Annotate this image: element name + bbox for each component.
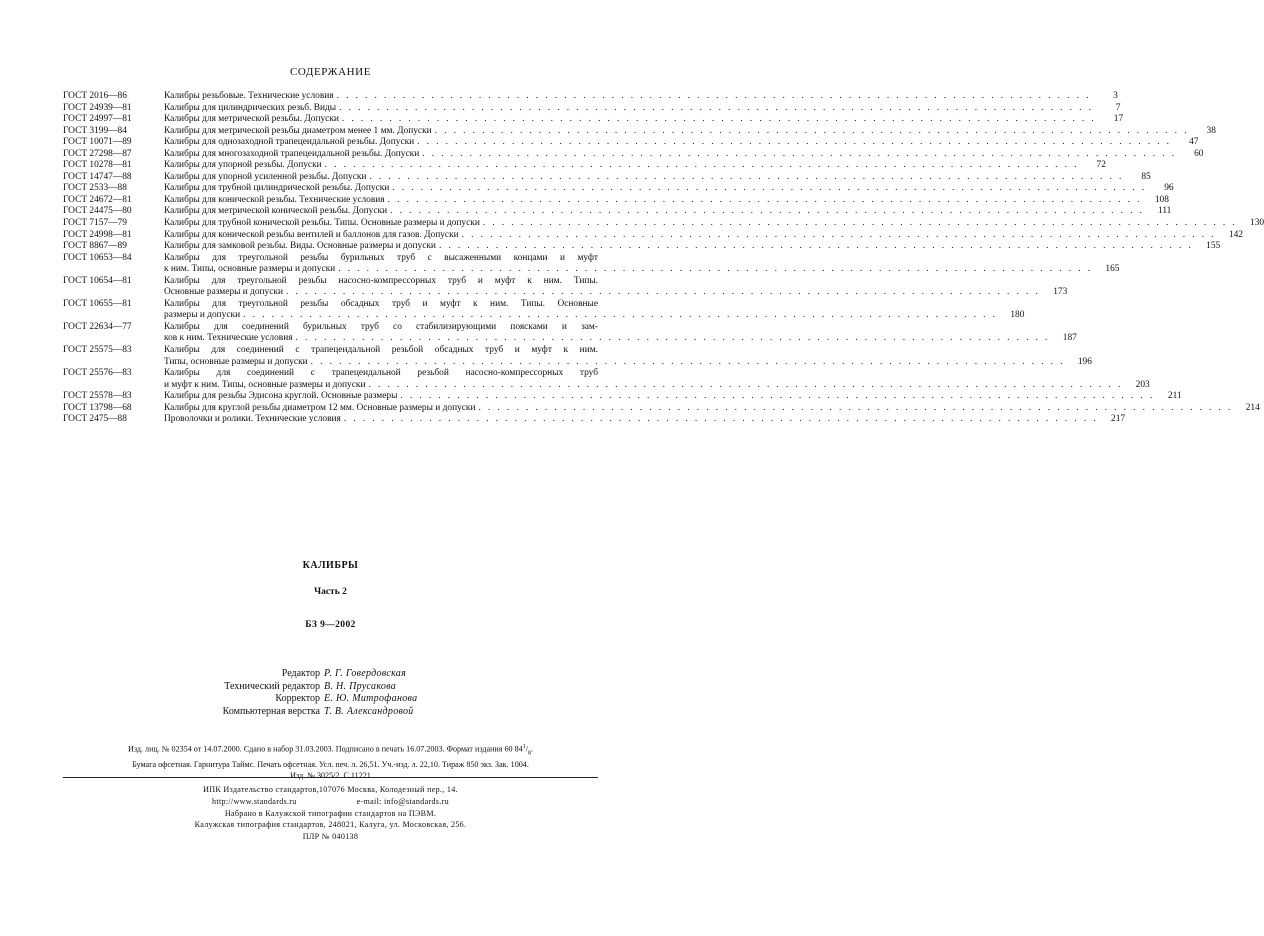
toc-title-line: Типы, основные размеры и допуски <box>164 356 308 367</box>
toc-entry <box>63 160 1106 172</box>
credit-line <box>0 706 661 719</box>
toc-entry <box>63 241 1221 253</box>
toc-page-number: 3 <box>1113 91 1118 101</box>
plr-number: ПЛР № 040138 <box>302 832 359 842</box>
toc-title-line: Калибры для однозаходной трапецеидальной резьбы. Допуски <box>164 137 415 148</box>
toc-standard-code: ГОСТ 24997—81 <box>63 114 132 125</box>
toc-standard-code: ГОСТ 13798—68 <box>63 402 132 413</box>
toc-standard-code: ГОСТ 2475—88 <box>63 414 127 425</box>
toc-entry <box>63 391 1182 403</box>
toc-standard-code: ГОСТ 3199—84 <box>63 125 127 136</box>
toc-standard-code: ГОСТ 10071—89 <box>63 137 132 148</box>
toc-title-line: Калибры для упорной усиленной резьбы. Допуски <box>164 171 367 182</box>
toc-page-number: 108 <box>1154 194 1169 205</box>
toc-entry <box>63 206 1172 218</box>
leader-dots: . . . . . . . . . . . . . . . . . . . . . . . . . . . . . . . . . . . . . . . . . . . . . . . . . . . . . . . . . . . . . . . . . . . . . . . . . . . . . . . . <box>285 287 1041 298</box>
toc-standard-code: ГОСТ 24939—81 <box>63 102 132 113</box>
leader-dots: . . . . . . . . . . . . . . . . . . . . . . . . . . . . . . . . . . . . . . . . . . . . . . . . . . . . . . . . . . . . . . . . . . . . . . . . . . . . . . . . <box>339 102 1094 113</box>
toc-title-line: Калибры для упорной резьбы. Допуски <box>164 160 322 171</box>
toc-title-line: размеры и допуски <box>164 310 241 321</box>
toc-title-line: Калибры для соединений с трапецеидальной резьбой обсадных труб и муфт к ним. <box>164 345 598 356</box>
leader-dots: . . . . . . . . . . . . . . . . . . . . . . . . . . . . . . . . . . . . . . . . . . . . . . . . . . . . . . . . . . . . . . . . . . . . . . . . . . . . . . . . <box>400 391 1155 402</box>
leader-dots: . . . . . . . . . . . . . . . . . . . . . . . . . . . . . . . . . . . . . . . . . . . . . . . . . . . . . . . . . . . . . . . . . . . . . . . . . . . . . . . . <box>324 160 1079 171</box>
toc-page-number: 17 <box>1113 114 1124 125</box>
leader-dots: . . . . . . . . . . . . . . . . . . . . . . . . . . . . . . . . . . . . . . . . . . . . . . . . . . . . . . . . . . . . . . . . . . . . . . . . . . . . . . . . <box>387 194 1142 205</box>
leader-dots: . . . . . . . . . . . . . . . . . . . . . . . . . . . . . . . . . . . . . . . . . . . . . . . . . . . . . . . . . . . . . . . . . . . . . . . . . . . . . . . . <box>417 137 1172 148</box>
toc-standard-code: ГОСТ 24998—81 <box>63 229 132 240</box>
toc-entry <box>63 414 1126 426</box>
toc-page-number: 155 <box>1206 241 1221 252</box>
publisher-website: http://www.standards.ru <box>212 796 297 806</box>
toc-title-line: Калибры для треугольной резьбы обсадных труб и муфт к ним. Типы. Основные <box>164 298 598 309</box>
toc-title-line: Калибры для цилиндрических резьб. Виды <box>164 102 337 113</box>
publisher-email: e-mail: info@standards.ru <box>356 796 449 806</box>
toc-entry <box>63 171 1151 184</box>
credit-name: Т. В. Александровой <box>324 705 414 717</box>
leader-dots: . . . . . . . . . . . . . . . . . . . . . . . . . . . . . . . . . . . . . . . . . . . . . . . . . . . . . . . . . . . . . . . . . . . . . . . . . . . . . . . . <box>434 125 1189 136</box>
toc-title-line: Калибры для соединений бурильных труб со стабилизирующими поясками и зам- <box>164 321 598 332</box>
toc-title-line: Калибры для треугольной резьбы насосно-компрессорных труб и муфт к ним. Типы. <box>164 275 598 286</box>
toc-entry <box>63 194 1169 207</box>
toc-page-number: 7 <box>1115 102 1121 113</box>
credit-role: Корректор <box>275 693 320 704</box>
leader-dots: . . . . . . . . . . . . . . . . . . . . . . . . . . . . . . . . . . . . . . . . . . . . . . . . . . . . . . . . . . . . . . . . . . . . . . . . . . . . . . . . <box>461 229 1216 240</box>
toc-entry <box>63 229 1243 242</box>
credit-line <box>0 693 661 706</box>
leader-dots: . . . . . . . . . . . . . . . . . . . . . . . . . . . . . . . . . . . . . . . . . . . . . . . . . . . . . . . . . . . . . . . . . . . . . . . . . . . . . . . . <box>369 171 1124 182</box>
leader-dots: . . . . . . . . . . . . . . . . . . . . . . . . . . . . . . . . . . . . . . . . . . . . . . . . . . . . . . . . . . . . . . . . . . . . . . . . . . . . . . . . <box>341 114 1097 125</box>
toc-page-number: 165 <box>1105 264 1120 275</box>
leader-dots: . . . . . . . . . . . . . . . . . . . . . . . . . . . . . . . . . . . . . . . . . . . . . . . . . . . . . . . . . . . . . . . . . . . . . . . . . . . . . . . . <box>338 264 1093 275</box>
toc-standard-code: ГОСТ 27298—87 <box>63 148 132 159</box>
toc-entry <box>63 368 1150 391</box>
imprint-line-2: Бумага офсетная. Гарнитура Таймс. Печать офсетная. Усл. печ. л. 26,51. Уч.-изд. л. 22,10. Тираж 850 экз. Зак. 1004. <box>132 760 529 770</box>
credit-role: Редактор <box>281 668 320 679</box>
leader-dots: . . . . . . . . . . . . . . . . . . . . . . . . . . . . . . . . . . . . . . . . . . . . . . . . . . . . . . . . . . . . . . . . . . . . . . . . . . . . . . . . <box>295 333 1050 344</box>
toc-entry <box>63 114 1124 126</box>
toc-standard-code: ГОСТ 10655—81 <box>63 298 132 309</box>
toc-title-line: Калибры для многозаходной трапецеидальной резьбы. Допуски <box>164 148 420 159</box>
toc-standard-code: ГОСТ 25578—83 <box>63 391 132 402</box>
toc-page-number: 211 <box>1167 391 1182 402</box>
leader-dots: . . . . . . . . . . . . . . . . . . . . . . . . . . . . . . . . . . . . . . . . . . . . . . . . . . . . . . . . . . . . . . . . . . . . . . . . . . . . . . . . <box>438 241 1194 252</box>
publisher-address: ИПК Издательство стандартов,107076 Москва, Колодезный пер., 14. <box>203 785 458 794</box>
toc-page-number: 60 <box>1194 148 1204 159</box>
toc-entry <box>63 125 1216 138</box>
toc-page-number: 217 <box>1111 414 1126 425</box>
toc-entry <box>63 345 1092 368</box>
toc-standard-code: ГОСТ 2533—88 <box>63 183 127 194</box>
credits-block <box>0 668 661 718</box>
imprint-line-3: Изд. № 3025/2. С 11221 <box>290 771 371 781</box>
toc-entry <box>63 148 1204 161</box>
toc-entry <box>63 402 1260 415</box>
toc-page-number: 72 <box>1096 160 1106 171</box>
toc-title-line: Калибры для резьбы Эдисона круглой. Основные размеры <box>164 391 398 402</box>
toc-standard-code: ГОСТ 25575—83 <box>63 345 132 356</box>
toc-title-line: Проволочки и ролики. Технические условия <box>164 414 341 425</box>
toc-title-line: Калибры для метрической резьбы диаметром менее 1 мм. Допуски <box>164 125 432 136</box>
part-label: Часть 2 <box>314 587 347 597</box>
toc-title-line: Калибры для замковой резьбы. Виды. Основные размеры и допуски <box>164 241 436 252</box>
leader-dots: . . . . . . . . . . . . . . . . . . . . . . . . . . . . . . . . . . . . . . . . . . . . . . . . . . . . . . . . . . . . . . . . . . . . . . . . . . . . . . . . <box>478 402 1233 413</box>
imprint-line-1: Изд. лиц. № 02354 от 14.07.2000. Сдано в набор 31.03.2003. Подписано в печать 16.07.2003. Формат издания 60 $84^1/_8$. <box>127 744 533 757</box>
toc-standard-code: ГОСТ 10654—81 <box>63 275 132 286</box>
leader-dots: . . . . . . . . . . . . . . . . . . . . . . . . . . . . . . . . . . . . . . . . . . . . . . . . . . . . . . . . . . . . . . . . . . . . . . . . . . . . . . . . <box>343 414 1099 425</box>
credit-line <box>0 681 661 694</box>
credit-name: В. Н. Прусакова <box>324 680 397 692</box>
toc-title-line: Калибры для метрической резьбы. Допуски <box>164 114 339 125</box>
leader-dots: . . . . . . . . . . . . . . . . . . . . . . . . . . . . . . . . . . . . . . . . . . . . . . . . . . . . . . . . . . . . . . . . . . . . . . . . . . . . . . . . <box>336 91 1091 101</box>
series-title: КАЛИБРЫ <box>302 560 359 571</box>
toc-standard-code: ГОСТ 24475—80 <box>63 206 132 217</box>
credit-name: Р. Г. Говердовская <box>324 668 407 679</box>
toc-standard-code: ГОСТ 2016—86 <box>63 91 127 101</box>
toc-title-line: ков к ним. Технические условия <box>164 333 293 344</box>
toc-standard-code: ГОСТ 8867—89 <box>63 241 127 252</box>
toc-title-line: Калибры для конической резьбы. Технические условия <box>164 194 385 205</box>
toc-page-number: 187 <box>1062 333 1077 344</box>
toc-title-line: Калибры для конической резьбы вентилей и баллонов для газов. Допуски <box>164 229 459 240</box>
table-of-contents <box>63 91 1264 426</box>
toc-page-number: 180 <box>1010 310 1025 321</box>
imprint-block <box>63 742 598 781</box>
leader-dots: . . . . . . . . . . . . . . . . . . . . . . . . . . . . . . . . . . . . . . . . . . . . . . . . . . . . . . . . . . . . . . . . . . . . . . . . . . . . . . . . <box>310 356 1065 367</box>
toc-title-line: Калибры резьбовые. Технические условия <box>164 91 334 101</box>
bz-label: БЗ 9—2002 <box>305 620 356 630</box>
toc-page-number: 214 <box>1245 402 1260 413</box>
toc-title-line: Калибры для трубной конической резьбы. Типы. Основные размеры и допуски <box>164 218 480 229</box>
leader-dots: . . . . . . . . . . . . . . . . . . . . . . . . . . . . . . . . . . . . . . . . . . . . . . . . . . . . . . . . . . . . . . . . . . . . . . . . . . . . . . . . <box>482 218 1238 229</box>
toc-standard-code: ГОСТ 14747—88 <box>63 171 132 182</box>
publisher-block <box>0 784 661 843</box>
leader-dots: . . . . . . . . . . . . . . . . . . . . . . . . . . . . . . . . . . . . . . . . . . . . . . . . . . . . . . . . . . . . . . . . . . . . . . . . . . . . . . . . <box>368 379 1123 390</box>
toc-entry <box>63 183 1174 195</box>
divider-rule <box>63 777 598 778</box>
toc-standard-code: ГОСТ 25576—83 <box>63 368 132 379</box>
printer-address: Калужская типография стандартов, 248021, Калуга, ул. Московская, 256. <box>194 820 467 830</box>
toc-standard-code: ГОСТ 22634—77 <box>63 321 132 332</box>
toc-entry <box>63 298 1025 322</box>
toc-standard-code: ГОСТ 7157—79 <box>63 218 127 229</box>
leader-dots: . . . . . . . . . . . . . . . . . . . . . . . . . . . . . . . . . . . . . . . . . . . . . . . . . . . . . . . . . . . . . . . . . . . . . . . . . . . . . . . . <box>390 206 1145 217</box>
toc-entry <box>63 252 1120 276</box>
toc-page-number: 96 <box>1164 183 1174 194</box>
toc-title-line: Калибры для круглой резьбы диаметром 12 мм. Основные размеры и допуски <box>164 402 476 413</box>
toc-page-number: 142 <box>1228 229 1243 240</box>
toc-page-number: 203 <box>1135 379 1150 390</box>
toc-page-number: 38 <box>1206 125 1216 136</box>
toc-page-number: 130 <box>1250 218 1264 229</box>
credit-name: Е. Ю. Митрофанова <box>324 693 418 704</box>
toc-entry <box>63 137 1199 149</box>
toc-standard-code: ГОСТ 24672—81 <box>63 194 132 205</box>
toc-entry <box>63 275 1068 299</box>
toc-standard-code: ГОСТ 10653—84 <box>63 252 132 263</box>
credit-role: Компьютерная верстка <box>222 705 320 717</box>
toc-title-line: Калибры для соединений с трапецеидальной резьбой насосно-компрессорных труб <box>164 368 598 379</box>
leader-dots: . . . . . . . . . . . . . . . . . . . . . . . . . . . . . . . . . . . . . . . . . . . . . . . . . . . . . . . . . . . . . . . . . . . . . . . . . . . . . . . . <box>243 310 998 321</box>
toc-title-line: к ним. Типы, основные размеры и допуски <box>164 264 336 275</box>
leader-dots: . . . . . . . . . . . . . . . . . . . . . . . . . . . . . . . . . . . . . . . . . . . . . . . . . . . . . . . . . . . . . . . . . . . . . . . . . . . . . . . . <box>392 183 1147 194</box>
toc-title-line: Калибры для треугольной резьбы бурильных труб с высаженными концами и муфт <box>164 252 598 263</box>
typesetting-note: Набрано в Калужской типографии стандартов на ПЭВМ. <box>224 808 437 818</box>
toc-entry <box>63 321 1077 345</box>
toc-title-line: Калибры для метрической конической резьбы. Допуски <box>164 206 388 217</box>
toc-page-number: 47 <box>1189 137 1199 148</box>
toc-standard-code: ГОСТ 10278—81 <box>63 160 132 171</box>
toc-title-line: и муфт к ним. Типы, основные размеры и допуски <box>164 379 366 390</box>
toc-page-number: 196 <box>1077 356 1092 367</box>
leader-dots: . . . . . . . . . . . . . . . . . . . . . . . . . . . . . . . . . . . . . . . . . . . . . . . . . . . . . . . . . . . . . . . . . . . . . . . . . . . . . . . . <box>422 148 1177 159</box>
toc-page-number: 173 <box>1053 287 1068 298</box>
credit-line <box>0 668 661 681</box>
contents-title: СОДЕРЖАНИЕ <box>289 66 372 78</box>
toc-entry <box>63 102 1121 115</box>
toc-entry <box>63 91 1118 103</box>
toc-page-number: 111 <box>1158 206 1172 217</box>
toc-title-line: Основные размеры и допуски <box>164 287 283 298</box>
toc-entry <box>63 218 1264 230</box>
toc-title-line: Калибры для трубной цилиндрической резьбы. Допуски <box>164 183 390 194</box>
toc-page-number: 85 <box>1141 171 1151 182</box>
credit-role: Технический редактор <box>224 680 320 692</box>
